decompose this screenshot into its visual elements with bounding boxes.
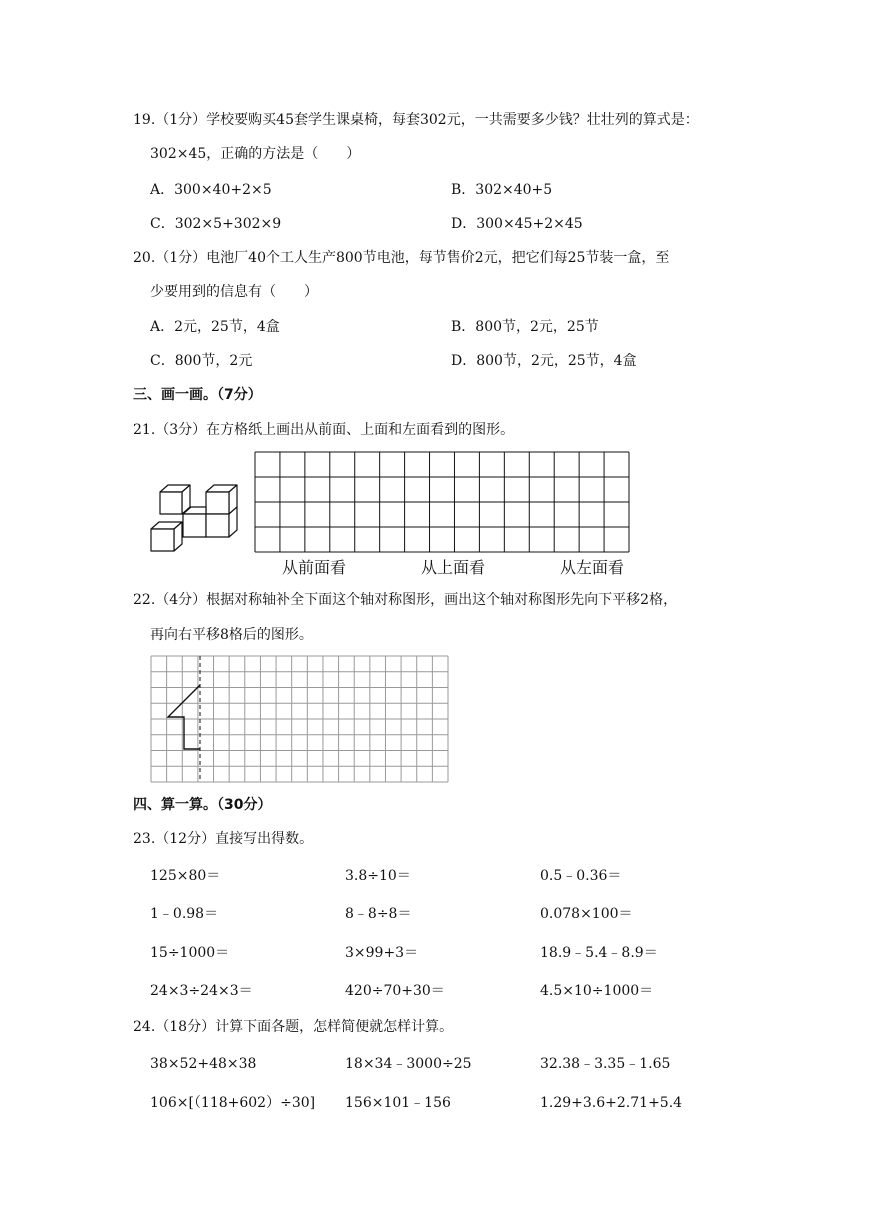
q23-item: 3.8÷10＝ — [345, 868, 411, 884]
q23-item: 4.5×10÷1000＝ — [540, 983, 654, 999]
q22-line2: 再向右平移8格后的图形。 — [150, 627, 313, 643]
q21-text: 21.（3分）在方格纸上画出从前面、上面和左面看到的图形。 — [133, 422, 515, 438]
q24-item: 1.29+3.6+2.71+5.4 — [540, 1095, 683, 1111]
q23-item: 8﹣8÷8＝ — [345, 906, 412, 922]
q23-item: 0.5﹣0.36＝ — [540, 868, 622, 884]
q23-item: 3×99+3＝ — [345, 945, 419, 961]
q20-line2: 少要用到的信息有（ ） — [150, 284, 318, 300]
q23-item: 15÷1000＝ — [150, 945, 230, 961]
q23-item: 420÷70+30＝ — [345, 983, 445, 999]
half-shape — [168, 685, 200, 749]
q20-line1: 20.（1分）电池厂40个工人生产800节电池，每节售价2元，把它们每25节装一盒，至 — [133, 250, 670, 266]
q24-item: 18×34﹣3000÷25 — [345, 1056, 472, 1072]
label-top-view: 从上面看 — [421, 558, 486, 577]
q20-option-a: A．2元，25节，4盒 — [150, 319, 280, 335]
q19-line1: 19.（1分）学校要购买45套学生课桌椅，每套302元，一共需要多少钱？壮壮列的算式是： — [133, 112, 699, 128]
q20-option-c: C．800节，2元 — [150, 353, 253, 369]
q19-option-d: D．300×45+2×45 — [451, 216, 583, 232]
q22-grid-paper — [151, 656, 448, 782]
q23-item: 125×80＝ — [150, 868, 221, 884]
q24-item: 38×52+48×38 — [150, 1056, 257, 1072]
cube-figure — [148, 484, 244, 554]
q20-option-d: D．800节，2元，25节，4盒 — [451, 353, 637, 369]
section-4-heading: 四、算一算。（30分） — [133, 797, 272, 813]
q23-item: 24×3÷24×3＝ — [150, 983, 253, 999]
q23-item: 0.078×100＝ — [540, 906, 633, 922]
q19-option-c: C．302×5+302×9 — [150, 216, 282, 232]
q23-text: 23.（12分）直接写出得数。 — [133, 831, 314, 847]
label-left-view: 从左面看 — [560, 558, 625, 577]
q19-line2: 302×45，正确的方法是（ ） — [150, 146, 361, 162]
section-3-heading: 三、画一画。（7分） — [133, 387, 262, 403]
q19-option-a: A．300×40+2×5 — [150, 182, 272, 198]
q19-option-b: B．302×40+5 — [451, 182, 553, 198]
q23-item: 18.9﹣5.4﹣8.9＝ — [540, 945, 658, 961]
q21-grid-paper — [255, 452, 629, 552]
q24-item: 106×[（118+602）÷30] — [150, 1095, 316, 1111]
q23-item: 1﹣0.98＝ — [150, 906, 219, 922]
label-front-view: 从前面看 — [282, 558, 347, 577]
q24-text: 24.（18分）计算下面各题，怎样简便就怎样计算。 — [133, 1019, 454, 1035]
q20-option-b: B．800节，2元，25节 — [451, 319, 599, 335]
q24-item: 32.38﹣3.35﹣1.65 — [540, 1056, 671, 1072]
q24-item: 156×101﹣156 — [345, 1095, 451, 1111]
q22-line1: 22.（4分）根据对称轴补全下面这个轴对称图形，画出这个轴对称图形先向下平移2格， — [133, 592, 678, 608]
